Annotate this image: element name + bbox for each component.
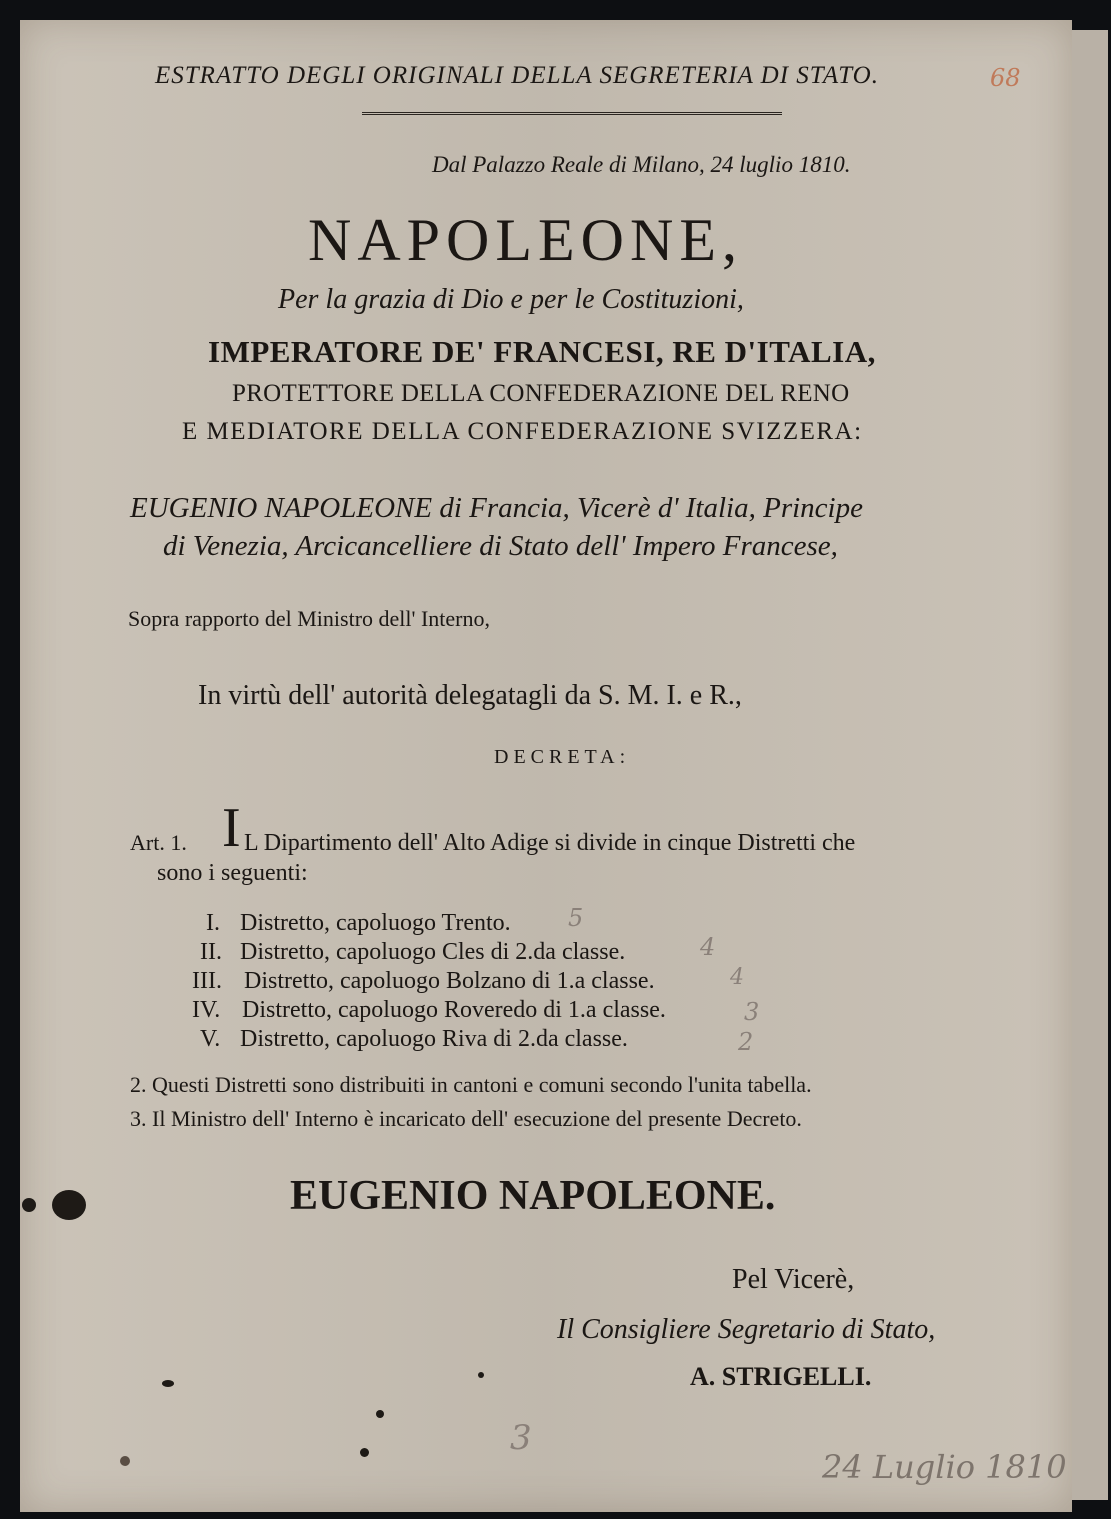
header-rule <box>362 112 782 119</box>
handwritten-date: 24 Luglio 1810 <box>822 1448 1067 1486</box>
signer-name: A. STRIGELLI. <box>690 1362 872 1391</box>
signature-name: EUGENIO NAPOLEONE. <box>290 1173 776 1219</box>
ink-spot <box>360 1448 369 1457</box>
for-viceroy: Pel Vicerè, <box>732 1264 855 1295</box>
district-text: Distretto, capoluogo Trento. <box>240 910 511 936</box>
district-number: III. <box>192 968 222 994</box>
grace-line: Per la grazia di Dio e per le Costituzioni, <box>278 284 744 315</box>
margin-note: 68 <box>990 64 1021 92</box>
page-edge <box>1068 30 1108 1500</box>
article-1-label: Art. 1. <box>130 830 187 855</box>
header-title: ESTRATTO DEGLI ORIGINALI DELLA SEGRETERIA DI STATO. <box>155 62 879 89</box>
district-note: 4 <box>730 965 744 990</box>
article-1-text: L Dipartimento dell' Alto Adige si divide in cinque Distretti che <box>244 830 856 856</box>
title-protector: PROTETTORE DELLA CONFEDERAZIONE DEL RENO <box>232 380 850 407</box>
district-text: Distretto, capoluogo Cles di 2.da classe. <box>240 939 626 965</box>
title-mediator: E MEDIATORE DELLA CONFEDERAZIONE SVIZZERA: <box>182 418 863 445</box>
district-number: IV. <box>192 997 221 1023</box>
article-1-initial: I <box>222 797 241 859</box>
article-3: 3. Il Ministro dell' Interno è incaricato dell' esecuzione del presente Decreto. <box>130 1106 802 1131</box>
article-1-continued: sono i seguenti: <box>157 860 308 886</box>
ink-spot <box>376 1410 384 1418</box>
ink-stain <box>52 1190 86 1220</box>
ink-spot <box>120 1456 130 1466</box>
district-text: Distretto, capoluogo Bolzano di 1.a classe. <box>244 968 655 994</box>
district-number: V. <box>200 1026 221 1052</box>
district-text: Distretto, capoluogo Roveredo di 1.a classe. <box>242 997 666 1023</box>
district-note: 2 <box>738 1028 754 1056</box>
ink-stain <box>22 1198 36 1212</box>
secretary-role: Il Consigliere Segretario di Stato, <box>557 1314 936 1345</box>
district-text: Distretto, capoluogo Riva di 2.da classe. <box>240 1026 628 1052</box>
sovereign-name: NAPOLEONE, <box>308 207 743 273</box>
article-2: 2. Questi Distretti sono distribuiti in cantoni e comuni secondo l'unita tabella. <box>130 1072 812 1097</box>
preamble-report: Sopra rapporto del Ministro dell' Interno, <box>128 606 491 631</box>
ink-spot <box>478 1372 484 1378</box>
handwritten-mark: 3 <box>510 1418 532 1458</box>
viceroy-line-2: di Venezia, Arcicancelliere di Stato dell' Impero Francese, <box>163 530 838 562</box>
district-note: 5 <box>568 904 584 932</box>
decree-heading: DECRETA: <box>494 746 631 768</box>
district-number: II. <box>200 939 222 965</box>
district-note: 3 <box>744 998 760 1026</box>
ink-spot <box>162 1380 174 1387</box>
district-number: I. <box>206 910 220 936</box>
preamble-authority: In virtù dell' autorità delegatagli da S. M. I. e R., <box>198 680 742 711</box>
district-note: 4 <box>700 933 716 961</box>
title-emperor: IMPERATORE DE' FRANCESI, RE D'ITALIA, <box>208 334 876 369</box>
dateline: Dal Palazzo Reale di Milano, 24 luglio 1810. <box>432 152 851 177</box>
viceroy-line-1: EUGENIO NAPOLEONE di Francia, Vicerè d' Italia, Principe <box>130 492 863 524</box>
